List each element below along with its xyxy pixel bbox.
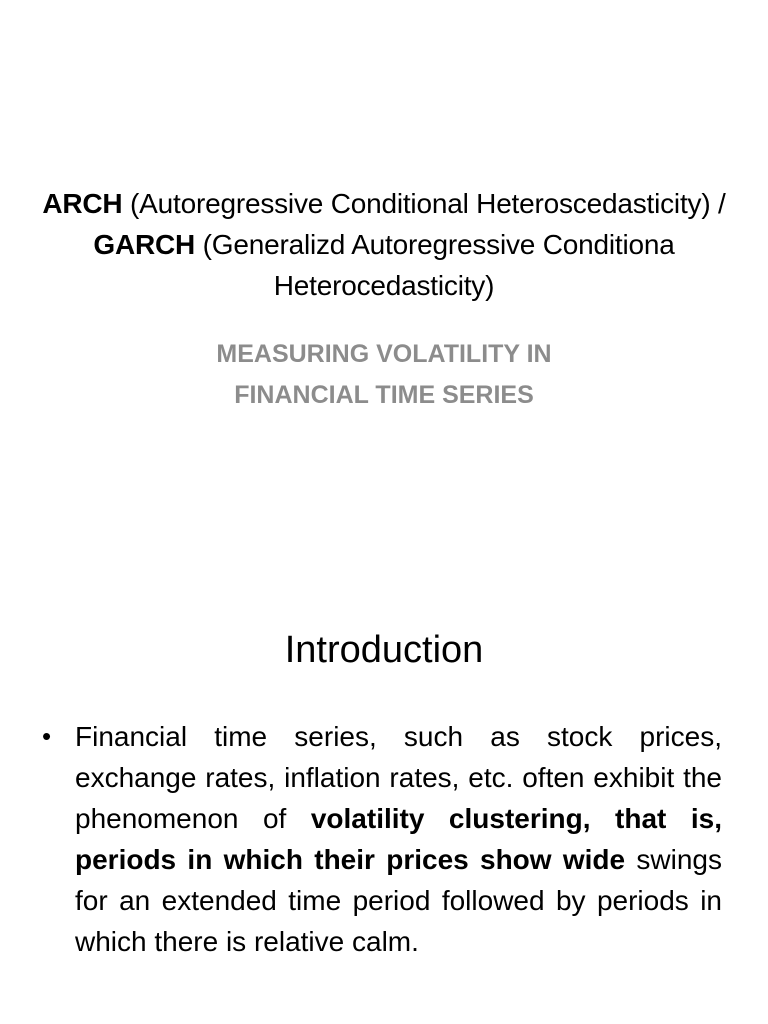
slide-heading: Introduction bbox=[284, 629, 484, 671]
slide-subtitle bbox=[84, 334, 684, 416]
bullet-text-start: Financial time series, such as stock prices, exchange rates, inflation rates, etc. often exhibit the phenomenon of bbox=[75, 721, 722, 834]
title-arch: ARCH bbox=[42, 188, 123, 219]
bullet-text-end: swings for an extended time period followed by periods in which there is relative calm. bbox=[75, 844, 722, 957]
subtitle-line-1: MEASURING VOLATILITY IN bbox=[216, 340, 552, 368]
title-arch-expansion: (Autoregressive Conditional Heteroscedasticity) / bbox=[122, 188, 726, 219]
bullet-marker: • bbox=[42, 721, 52, 751]
subtitle-line-2: FINANCIAL TIME SERIES bbox=[234, 381, 534, 409]
bullet-text-bold: volatility clustering, that is, periods in which their prices show wide bbox=[75, 803, 722, 875]
title-garch-expansion: (Generalizd Autoregressive Conditiona Heterocedasticity) bbox=[195, 229, 675, 301]
introduction-slide bbox=[0, 580, 768, 1024]
bullet-item bbox=[42, 716, 722, 962]
bullet-list bbox=[42, 716, 722, 962]
title-garch: GARCH bbox=[93, 229, 196, 260]
slide-title bbox=[40, 183, 728, 306]
